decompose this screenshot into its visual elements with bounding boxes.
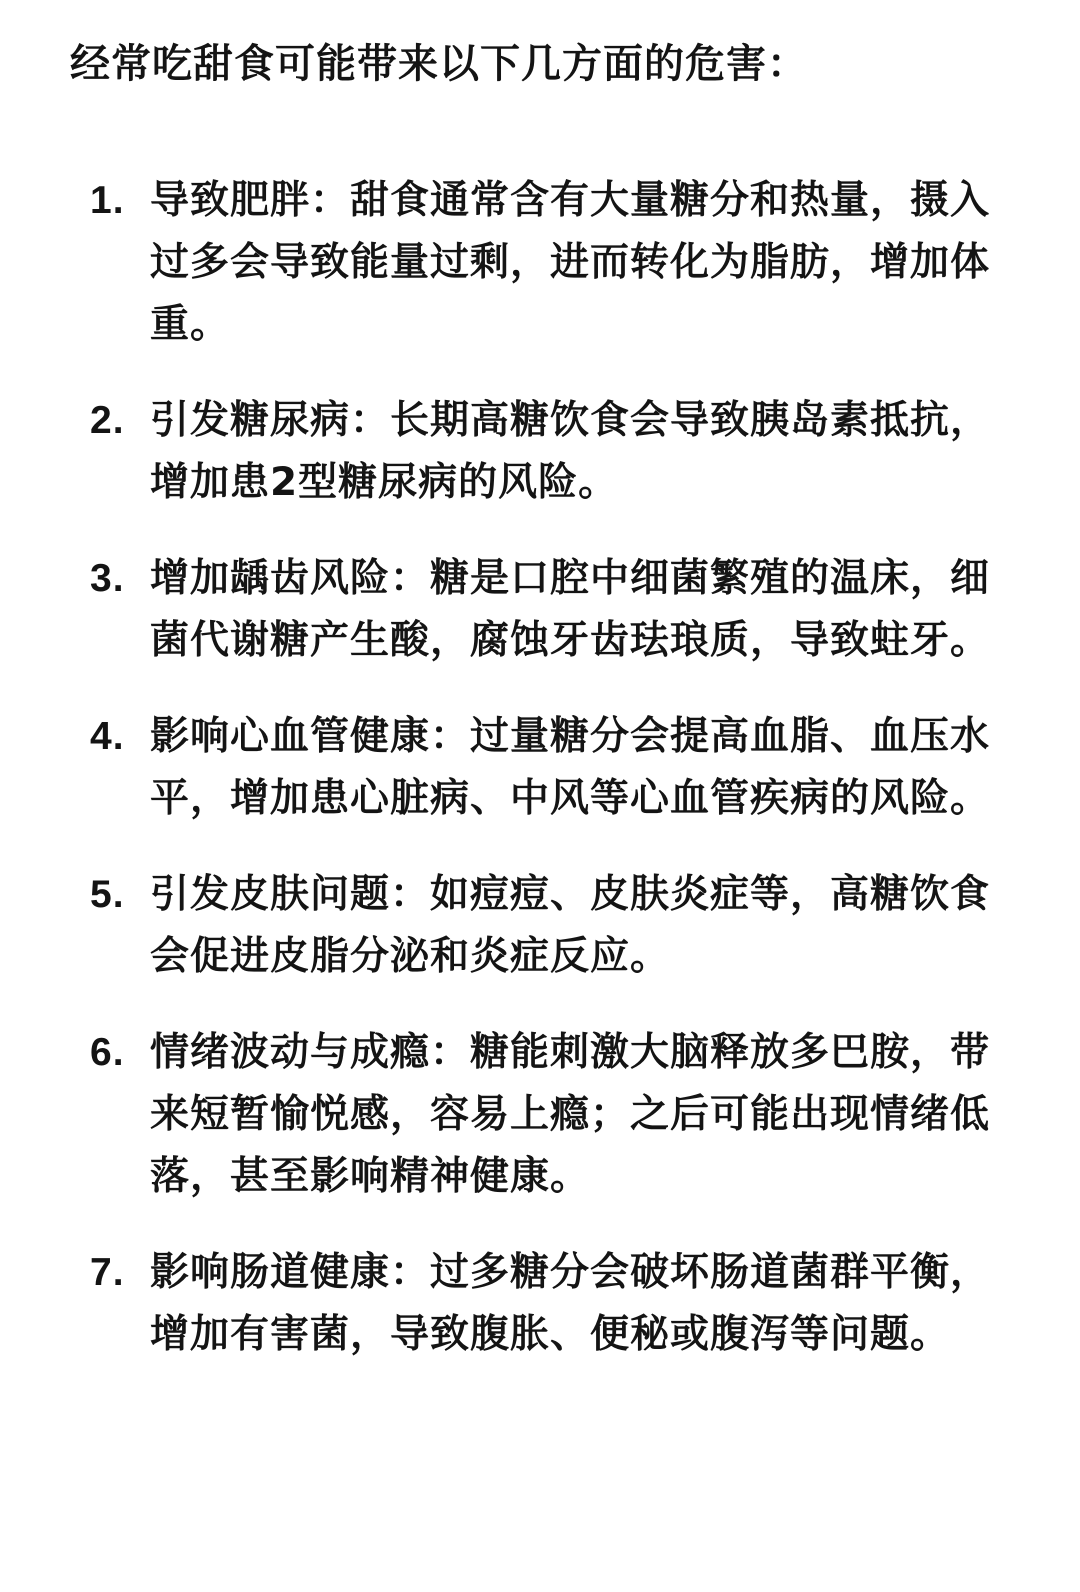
list-item-text: 情绪波动与成瘾：糖能刺激大脑释放多巴胺，带来短暂愉悦感，容易上瘾；之后可能出现情绪低落，甚至影响精神健康。 bbox=[150, 1030, 991, 1199]
list-item-text: 导致肥胖：甜食通常含有大量糖分和热量，摄入过多会导致能量过剩，进而转化为脂肪，增加体重。 bbox=[150, 178, 991, 347]
list-item-text: 影响肠道健康：过多糖分会破坏肠道菌群平衡，增加有害菌，导致腹胀、便秘或腹泻等问题。 bbox=[150, 1250, 991, 1357]
list-item-number: 1. bbox=[90, 179, 125, 222]
list-item-number: 4. bbox=[90, 715, 125, 758]
list-item bbox=[70, 1022, 1010, 1208]
list-item bbox=[70, 170, 1010, 356]
list-item-text: 引发皮肤问题：如痘痘、皮肤炎症等，高糖饮食会促进皮脂分泌和炎症反应。 bbox=[150, 872, 991, 979]
page-heading: 经常吃甜食可能带来以下几方面的危害： bbox=[70, 41, 808, 87]
list-item-text: 引发糖尿病：长期高糖饮食会导致胰岛素抵抗，增加患2型糖尿病的风险。 bbox=[150, 398, 991, 505]
list-item bbox=[70, 548, 1010, 672]
list-item-text: 增加龋齿风险：糖是口腔中细菌繁殖的温床，细菌代谢糖产生酸，腐蚀牙齿珐琅质，导致蛀牙。 bbox=[150, 556, 991, 663]
list-item-number: 3. bbox=[90, 557, 125, 600]
list-item-number: 2. bbox=[90, 399, 125, 442]
list-item-number: 7. bbox=[90, 1251, 125, 1294]
list-item bbox=[70, 864, 1010, 988]
list-item bbox=[70, 1242, 1010, 1366]
list-item bbox=[70, 706, 1010, 830]
list-item-text: 影响心血管健康：过量糖分会提高血脂、血压水平，增加患心脏病、中风等心血管疾病的风险。 bbox=[150, 714, 991, 821]
list-item bbox=[70, 390, 1010, 514]
hazard-list bbox=[70, 170, 1010, 1366]
list-item-number: 5. bbox=[90, 873, 125, 916]
list-item-number: 6. bbox=[90, 1031, 125, 1074]
